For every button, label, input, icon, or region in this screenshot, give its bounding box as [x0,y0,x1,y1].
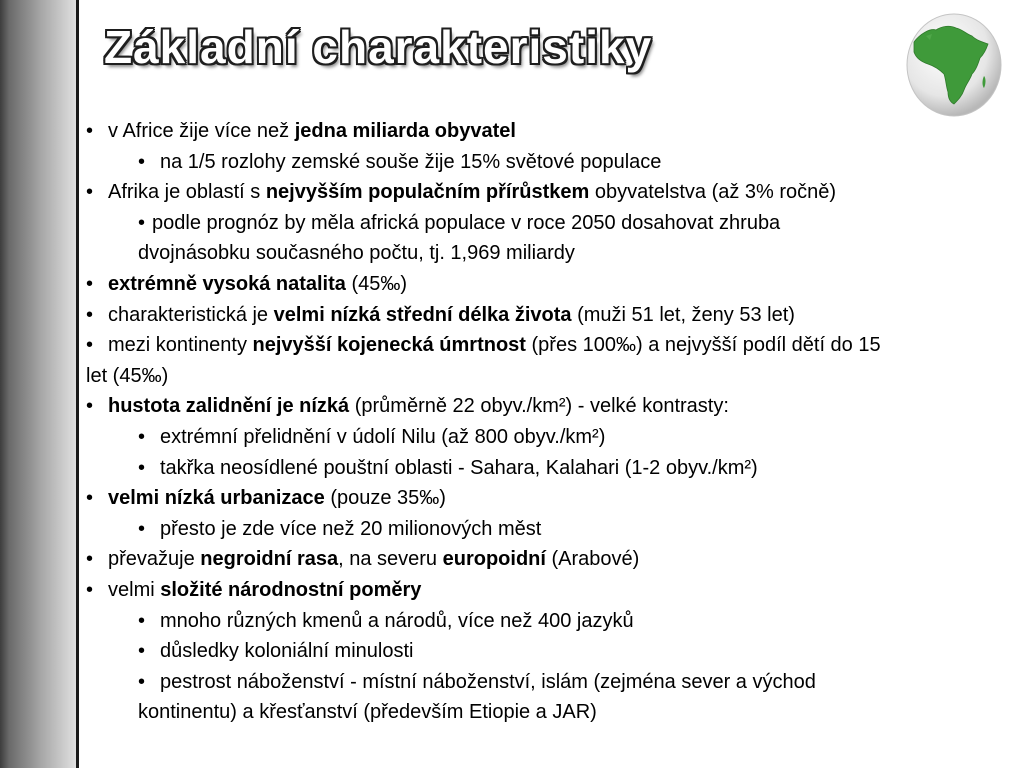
text: pestrost náboženství - místní náboženství, islám (zejména sever a východ [160,670,816,693]
continuation-line [86,238,1006,269]
text: (pouze 35‰) [324,487,446,510]
text: , na severu [338,548,443,571]
text: na 1/5 rozlohy zemské souše žije 15% světové populace [160,150,662,173]
text: dvojnásobku současného počtu, tj. 1,969 miliardy [138,242,575,265]
bullet-marker: • [86,334,94,357]
sub-bullet-line [86,147,1006,178]
bold-text: složité národnostní poměry [160,578,422,601]
bullet-marker: • [138,517,146,540]
text: obyvatelstva (až 3% ročně) [589,181,837,204]
left-gradient-band [0,0,76,768]
bullet-marker: • [138,425,146,448]
text: mezi kontinenty [108,334,253,357]
bold-text: nejvyšší kojenecká úmrtnost [252,334,526,357]
bullet-marker: • [86,303,94,326]
bullet-marker: • [86,548,94,571]
text: převažuje [108,548,201,571]
text: přesto je zde více než 20 milionových měst [160,517,542,540]
text: podle prognóz by měla africká populace v roce 2050 dosahovat zhruba [152,211,781,234]
text: (přes 100‰) a nejvyšší podíl dětí do 15 [525,334,881,357]
text: (45‰) [345,272,408,295]
bold-text: velmi nízká střední délka života [273,303,572,326]
bullet-line [86,544,1006,575]
text: let (45‰) [86,364,169,387]
sub-bullet-line [86,453,1006,484]
bullet-line [86,330,1006,361]
text: velmi [108,578,161,601]
text: takřka neosídlené pouštní oblasti - Sahara, Kalahari (1-2 obyv./km²) [160,456,758,479]
bullet-line [86,300,1006,331]
text: mnoho různých kmenů a národů, více než 400 jazyků [160,609,634,632]
bullet-line [86,575,1006,606]
bullet-marker: • [138,670,146,693]
slide-title: Základní charakteristiky [104,21,653,73]
continuation-line [86,697,1006,728]
text: charakteristická je [108,303,274,326]
bullet-line [86,177,1006,208]
bullet-marker: • [86,395,94,418]
left-divider-line [76,0,79,768]
bold-text: extrémně vysoká natalita [108,272,346,295]
bullet-marker: • [86,181,94,204]
text: v Africe žije více než [108,120,295,142]
bold-text: europoidní [442,548,546,571]
text: Afrika je oblastí s [108,181,266,204]
continuation-line [86,361,1006,392]
bullet-marker: • [86,272,94,295]
bullet-line [86,391,1006,422]
bullet-marker: • [86,120,94,142]
slide-body [86,116,1006,728]
bullet-marker: • [86,578,94,601]
bullet-line [86,116,1006,147]
sub-bullet-line [86,606,1006,637]
sub-bullet-line [86,514,1006,545]
bold-text: velmi nízká urbanizace [108,487,325,510]
bullet-marker: • [138,456,146,479]
bold-text: hustota zalidnění je nízká [108,395,350,418]
text: (průměrně 22 obyv./km²) - velké kontrasty: [349,395,729,418]
sub-bullet-line [86,208,1006,239]
bullet-marker: • [138,609,146,632]
sub-bullet-line [86,636,1006,667]
sub-bullet-line [86,422,1006,453]
text: extrémní přelidnění v údolí Nilu (až 800 obyv./km²) [160,425,606,448]
text: (muži 51 let, ženy 53 let) [571,303,795,326]
bold-text: nejvyšším populačním přírůstkem [265,181,590,204]
bullet-marker: • [86,487,94,510]
text: (Arabové) [545,548,640,571]
bullet-line [86,269,1006,300]
bullet-marker: • [138,150,146,173]
bullet-marker: • [138,211,146,234]
sub-bullet-line [86,667,1006,698]
bullet-marker: • [138,640,146,663]
text: kontinentu) a křesťanství (především Etiopie a JAR) [138,701,597,724]
bullet-line [86,483,1006,514]
africa-globe-icon [906,12,1002,118]
bold-text: negroidní rasa [200,548,339,571]
bold-text: jedna miliarda obyvatel [294,120,516,142]
text: důsledky koloniální minulosti [160,640,414,663]
